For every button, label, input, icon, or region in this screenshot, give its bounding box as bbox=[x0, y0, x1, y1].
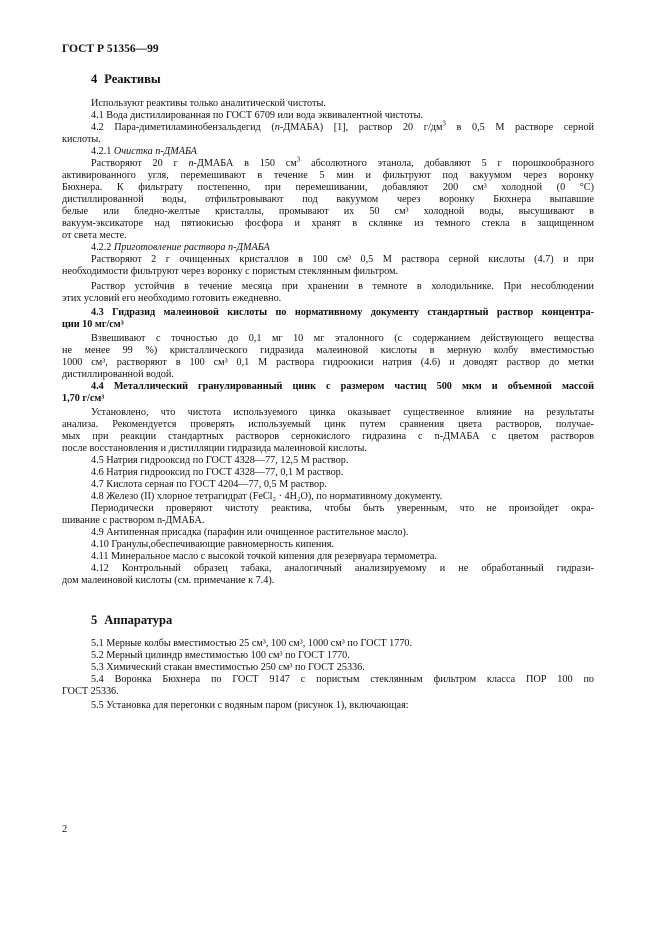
paragraph-line: Взвешивают с точностью до 0,1 мг 10 мг эталонного (с содержанием действующего вещества bbox=[91, 333, 594, 344]
italic-fragment: n bbox=[228, 242, 234, 253]
paragraph-line: белые или бледно-желтые кристаллы, промывают их 50 см³ холодной воды, высушивают в bbox=[62, 206, 594, 217]
italic-fragment: -ДМАБА bbox=[233, 242, 270, 253]
paragraph-line: 1000 см³, растворяют в 100 см³ 0,1 М раствора гидроокиси натрия (4.6) и доводят раствор до метки bbox=[62, 357, 594, 368]
paragraph-line: 5.4 Воронка Бюхнера по ГОСТ 9147 с пористым стеклянным фильтром класса ПОР 100 по bbox=[91, 674, 594, 685]
paragraph-line: 5.3 Химический стакан вместимостью 250 см³ по ГОСТ 25336. bbox=[91, 662, 365, 673]
paragraph-line: 4.7 Кислота серная по ГОСТ 4204—77, 0,5 М раствор. bbox=[91, 479, 327, 490]
paragraph-line: 5.5 Установка для перегонки с водяным паром (рисунок 1), включающая: bbox=[91, 700, 409, 711]
italic-fragment: -ДМАБА bbox=[160, 146, 197, 157]
italic-fragment: n bbox=[155, 146, 161, 157]
section-5-heading bbox=[91, 613, 172, 628]
paragraph-line: Раствор устойчив в течение месяца при хранении в темноте в холодильнике. При несоблюдении bbox=[91, 281, 594, 292]
section-4-heading bbox=[91, 72, 161, 87]
section-number: 4 bbox=[91, 72, 98, 86]
text-fragment: абсолютного этанола, добавляют 5 г порошкообразного bbox=[300, 158, 595, 169]
bold-paragraph-line: 4.4 Металлический гранулированный цинк с размером частиц 500 мкм и объемной массой bbox=[91, 381, 594, 392]
paragraph-line: Периодически проверяют чистоту реактива, чтобы быть уверенным, что не произойдет окра- bbox=[91, 503, 594, 514]
paragraph-line: 4.5 Натрия гидрооксид по ГОСТ 4328—77, 12,5 М раствор. bbox=[91, 455, 349, 466]
subsection-title bbox=[91, 242, 594, 253]
text-fragment: 4.2 Пара-диметиламинобензальдегид ( bbox=[91, 122, 275, 133]
text-fragment: 4.2.2 bbox=[91, 242, 114, 253]
paragraph-line: 4.12 Контрольный образец табака, аналогичный анализируемому и не обработанный гидрази- bbox=[91, 563, 594, 574]
text-fragment: Растворяют 20 г bbox=[91, 158, 189, 169]
paragraph-line: Бюхнера. К фильтрату постепенно, при перемешивании, добавляют 200 см³ холодной (0 °С) bbox=[62, 182, 594, 193]
paragraph-line: 4.11 Минеральное масло с высокой точкой кипения для резервуара термометра. bbox=[91, 551, 437, 562]
text-fragment: в 0,5 М растворе серной bbox=[445, 122, 594, 133]
paragraph-line: Используют реактивы только аналитической чистоты. bbox=[91, 98, 326, 109]
text-fragment: -ДМАБА) [1], раствор 20 г/дм bbox=[279, 122, 443, 133]
paragraph-line: дистиллированной воды, отфильтровывают под вакуумом через воронку Бюхнера выпавшие bbox=[62, 194, 594, 205]
section-number: 5 bbox=[91, 613, 98, 627]
page-number: 2 bbox=[62, 824, 68, 835]
paragraph-line: ГОСТ 25336. bbox=[62, 686, 119, 697]
text-fragment: 4.2.1 bbox=[91, 146, 114, 157]
standard-header: ГОСТ Р 51356—99 bbox=[62, 43, 159, 55]
paragraph-line: вакуум-эксикаторе над пятиокисью фосфора и хранят в склянке из темного стекла в защищенном bbox=[62, 218, 594, 229]
paragraph-line: 4.6 Натрия гидрооксид по ГОСТ 4328—77, 0,1 М раствор. bbox=[91, 467, 344, 478]
italic-fragment: Очистка bbox=[113, 146, 156, 157]
paragraph-line bbox=[91, 119, 594, 133]
italic-fragment: n bbox=[188, 158, 194, 169]
paragraph-line: мых при реакции стандартных растворов сернокислого гидразина с n-ДМАБА с цветом растворов bbox=[62, 431, 594, 442]
paragraph-line: Установлено, что чистота используемого цинка оказывает существенное влияние на результаты bbox=[91, 407, 594, 418]
subsection-title bbox=[91, 146, 594, 157]
paragraph-line: кислоты. bbox=[62, 134, 101, 145]
paragraph-line bbox=[91, 155, 595, 169]
paragraph-line: после восстановления и дистилляции гидразида малеиновой кислоты. bbox=[62, 443, 367, 454]
paragraph-line: от света месте. bbox=[62, 230, 127, 241]
paragraph-line: 4.10 Гранулы,обеспечивающие равномерность кипения. bbox=[91, 539, 335, 550]
paragraph-line: необходимости фильтруют через воронку с пористым стеклянным фильтром. bbox=[62, 266, 399, 277]
paragraph-line: 4.1 Вода дистиллированная по ГОСТ 6709 или вода эквивалентной чистоты. bbox=[91, 110, 424, 121]
paragraph-line: этих условий его необходимо готовить ежедневно. bbox=[62, 293, 282, 304]
paragraph-line: дистиллированной водой. bbox=[62, 369, 174, 380]
paragraph-line: 4.9 Антипенная присадка (парафин или очищенное растительное масло). bbox=[91, 527, 409, 538]
bold-paragraph-line: 1,70 г/см³ bbox=[62, 393, 105, 404]
superscript: 3 bbox=[296, 155, 301, 164]
paragraph-line: шивание с раствором n-ДМАБА. bbox=[62, 515, 205, 526]
section-title: Аппаратура bbox=[104, 613, 173, 627]
bold-paragraph-line: 4.3 Гидразид малеиновой кислоты по нормативному документу стандартный раствор концентра- bbox=[91, 307, 594, 318]
paragraph-line: не менее 99 %) кристаллического гидразида малеиновой кислоты в мерную колбу вместимостью bbox=[62, 345, 594, 356]
bold-paragraph-line: ции 10 мг/см³ bbox=[62, 319, 124, 330]
superscript: 3 bbox=[442, 119, 446, 128]
paragraph-line: 5.1 Мерные колбы вместимостью 25 см³, 100 см³, 1000 см³ по ГОСТ 1770. bbox=[91, 638, 413, 649]
section-title: Реактивы bbox=[104, 72, 161, 86]
paragraph-line: активированного угля, перемешивают в течение 5 мин и фильтруют под вакуумом через воронку bbox=[62, 170, 594, 181]
paragraph-line: дом малеиновой кислоты (см. примечание к 7.4). bbox=[62, 575, 275, 586]
paragraph-line: 4.8 Железо (II) хлорное тетрагидрат (FeCl₂ · 4H₂O), по нормативному документу. bbox=[91, 491, 443, 502]
italic-fragment: Приготовление раствора bbox=[113, 242, 229, 253]
paragraph-line: анализа. Рекомендуется проверять используемый цинк путем сравнения цвета растворов, получае- bbox=[62, 419, 594, 430]
paragraph-line: 5.2 Мерный цилиндр вместимостью 100 см³ по ГОСТ 1770. bbox=[91, 650, 350, 661]
paragraph-line: Растворяют 2 г очищенных кристаллов в 100 см³ 0,5 М раствора серной кислоты (4.7) и при bbox=[91, 254, 594, 265]
text-fragment: -ДМАБА в 150 см bbox=[193, 158, 297, 169]
italic-fragment: n bbox=[274, 122, 280, 133]
